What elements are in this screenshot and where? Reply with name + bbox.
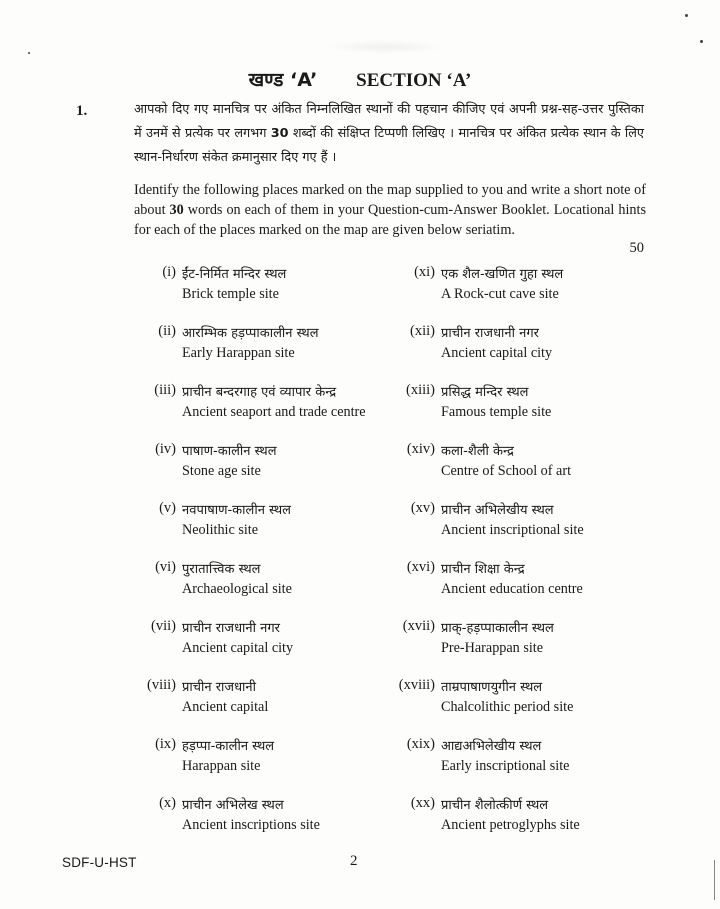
- place-item-english: Ancient inscriptions site: [182, 817, 320, 833]
- place-item-english: Ancient petroglyphs site: [441, 817, 580, 833]
- place-item-number: (xiv): [406, 441, 435, 457]
- place-item-number: (xvi): [406, 559, 435, 575]
- place-item-number: (xi): [414, 264, 435, 280]
- place-item-number: (x): [159, 795, 176, 811]
- place-item-hindi: प्राचीन शैलोत्कीर्ण स्थल: [441, 798, 549, 813]
- place-item-english: Ancient seaport and trade centre: [182, 404, 366, 420]
- place-list: [0, 264, 720, 854]
- place-item-hindi: आद्यअभिलेखीय स्थल: [441, 739, 542, 754]
- place-item-hindi: पुरातात्त्विक स्थल: [182, 562, 261, 577]
- place-item-number: (ii): [158, 323, 176, 339]
- place-row: [0, 736, 720, 795]
- place-item-english: Pre-Harappan site: [441, 640, 544, 656]
- section-heading: [0, 66, 720, 92]
- question-text-hindi-part2: शब्दों की संक्षिप्त टिप्पणी लिखिए । मानचित्र पर अंकित प्रत्येक स्थान के लिए स्थान-निर्धारण संकेत क्रमानुसार दिए गए हैं ।: [134, 126, 644, 165]
- place-row: [0, 382, 720, 441]
- place-item-english: Ancient capital city: [441, 345, 553, 361]
- place-item-english: Neolithic site: [182, 522, 259, 538]
- scan-speck: [700, 40, 703, 43]
- section-heading-english: SECTION ‘A’: [356, 70, 472, 91]
- paper-code: SDF-U-HST: [62, 855, 137, 870]
- place-item-hindi: प्राचीन राजधानी: [182, 680, 257, 695]
- question-text-english-part2: words on each of them in your Question-cum-Answer Booklet. Locational hints for each of the places marked on the map are given below seriatim.: [134, 202, 646, 238]
- question-word-count-english: 30: [169, 202, 184, 218]
- place-row: [0, 795, 720, 854]
- place-item-hindi: ताम्रपाषाणयुगीन स्थल: [441, 680, 543, 695]
- place-item-hindi: प्राचीन राजधानी नगर: [441, 326, 539, 341]
- place-row: [0, 323, 720, 382]
- place-item-number: (xix): [406, 736, 435, 752]
- place-row: [0, 677, 720, 736]
- place-item-hindi: नवपाषाण-कालीन स्थल: [182, 503, 291, 518]
- scan-smudge: [325, 40, 445, 54]
- question-word-count-hindi: 30: [270, 126, 289, 141]
- place-item-english: Ancient capital city: [182, 640, 294, 656]
- place-item-hindi: हड़प्पा-कालीन स्थल: [182, 739, 275, 754]
- place-item-hindi: प्राचीन बन्दरगाह एवं व्यापार केन्द्र: [182, 385, 337, 400]
- scan-speck: [28, 52, 30, 54]
- place-item-english: Ancient inscriptional site: [441, 522, 584, 538]
- place-item-number: (xii): [410, 323, 435, 339]
- place-item-number: (xx): [410, 795, 435, 811]
- place-item-english: Stone age site: [182, 463, 261, 479]
- place-row: [0, 559, 720, 618]
- question-text-english-part1: Identify the following places marked on the map supplied to you and write a short note of about: [134, 182, 646, 218]
- place-item-hindi: एक शैल-खणित गुहा स्थल: [441, 267, 564, 282]
- question-text-english: [134, 180, 646, 240]
- place-item-number: (xviii): [398, 677, 435, 693]
- place-item-number: (xvii): [402, 618, 435, 634]
- place-item-english: Brick temple site: [182, 286, 279, 302]
- place-item-english: Centre of School of art: [441, 463, 572, 479]
- place-item-hindi: प्राचीन राजधानी नगर: [182, 621, 280, 636]
- place-item-hindi: प्रसिद्ध मन्दिर स्थल: [441, 385, 529, 400]
- place-item-hindi: प्राक्-हड़प्पाकालीन स्थल: [441, 621, 554, 636]
- place-item-hindi: आरम्भिक हड़प्पाकालीन स्थल: [182, 326, 319, 341]
- place-item-hindi: प्राचीन अभिलेख स्थल: [182, 798, 284, 813]
- place-row: [0, 441, 720, 500]
- place-item-number: (v): [159, 500, 176, 516]
- place-item-number: (vi): [155, 559, 176, 575]
- place-item-hindi: पाषाण-कालीन स्थल: [182, 444, 277, 459]
- place-item-english: Archaeological site: [182, 581, 292, 597]
- section-heading-hindi: खण्ड ‘A’: [248, 69, 318, 91]
- question-text-hindi: [134, 98, 644, 170]
- place-item-number: (i): [162, 264, 176, 280]
- place-item-number: (viii): [147, 677, 176, 693]
- place-item-hindi: ईंट-निर्मित मन्दिर स्थल: [182, 267, 287, 282]
- place-item-number: (ix): [155, 736, 176, 752]
- place-row: [0, 500, 720, 559]
- place-item-hindi: प्राचीन शिक्षा केन्द्र: [441, 562, 525, 577]
- place-row: [0, 264, 720, 323]
- page-number: 2: [350, 853, 358, 869]
- question-number: 1.: [76, 103, 88, 119]
- place-row: [0, 618, 720, 677]
- place-item-english: Famous temple site: [441, 404, 552, 420]
- place-item-english: A Rock-cut cave site: [441, 286, 559, 302]
- place-item-english: Early inscriptional site: [441, 758, 570, 774]
- place-item-number: (xv): [410, 500, 435, 516]
- place-item-english: Early Harappan site: [182, 345, 295, 361]
- place-item-english: Chalcolithic period site: [441, 699, 574, 715]
- place-item-number: (iv): [155, 441, 176, 457]
- place-item-english: Ancient education centre: [441, 581, 583, 597]
- place-item-number: (vii): [151, 618, 176, 634]
- place-item-number: (iii): [154, 382, 176, 398]
- question-text-hindi-part1: आपको दिए गए मानचित्र पर अंकित निम्नलिखित स्थानों की पहचान कीजिए एवं अपनी प्रश्न-सह-उत्तर पुस्तिका में उनमें से प्रत्येक पर लगभग: [134, 102, 644, 141]
- question-marks: 50: [629, 240, 644, 256]
- place-item-hindi: कला-शैली केन्द्र: [441, 444, 514, 459]
- place-item-hindi: प्राचीन अभिलेखीय स्थल: [441, 503, 554, 518]
- place-item-number: (xiii): [406, 382, 435, 398]
- scan-speck: [685, 14, 688, 17]
- scan-edge-line: [714, 860, 715, 900]
- place-item-english: Ancient capital: [182, 699, 269, 715]
- place-item-english: Harappan site: [182, 758, 261, 774]
